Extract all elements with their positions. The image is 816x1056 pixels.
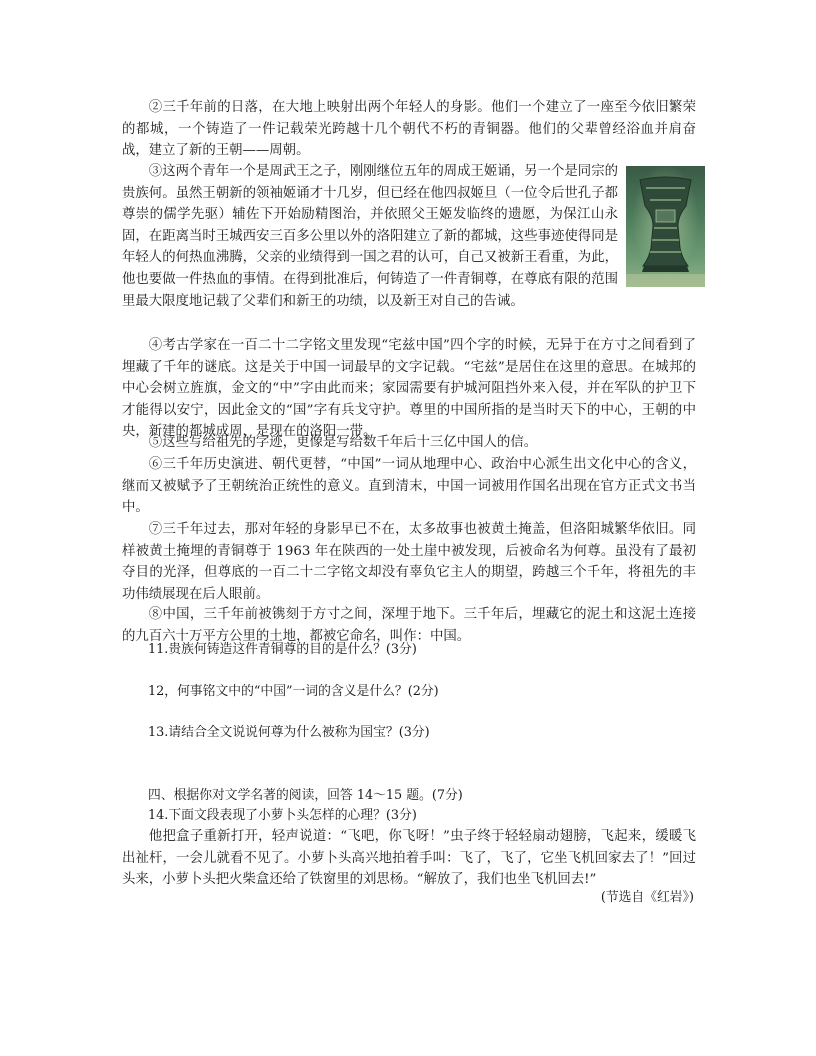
- question-11: 11.贵族何铸造这件青铜尊的目的是什么？(3分): [148, 642, 417, 657]
- paragraph-4: ④考古学家在一百二十二字铭文里发现“宅兹中国”四个字的时候，无异于在方寸之间看到了埋藏了千年的谜底。这是关于中国一词最早的文字记载。“宅兹”是居住在这里的意思。在城邦的中心会树立旌旗，金文的“中”字由此而来；家园需要有护城河阻挡外来入侵，并在军队的护卫下才能得以安宁，因此金文的“国”字有兵戈守护。尊里的中国所指的是当时天下的中心，王朝的中央，新建的都城成周，是现在的洛阳一带。: [122, 338, 696, 440]
- excerpt-credit: (节选自《红岩》): [600, 890, 694, 905]
- question-14: 14.下面文段表现了小萝卜头怎样的心理？(3分): [148, 808, 417, 823]
- question-13: 13.请结合全文说说何尊为什么被称为国宝？(3分): [148, 725, 430, 740]
- paragraph-6: ⑥三千年历史演进、朝代更替，“中国”一词从地理中心、政治中心派生出文化中心的含义，继而又被赋予了王朝统治正统性的意义。直到清末，中国一词被用作国名出现在官方正式文书当中。: [122, 457, 696, 516]
- paragraph-5: ⑤这些写给祖先的字迹，更像是写给数千年后十三亿中国人的信。: [148, 435, 538, 450]
- paragraph-8: ⑧中国，三千年前被镌刻于方寸之间，深埋于地下。三千年后，埋藏它的泥土和这泥土连接的九百六十万平方公里的土地，都被它命名，叫作：中国。: [122, 607, 696, 644]
- bronze-vessel-icon: [626, 166, 705, 287]
- paragraph-2: ②三千年前的日落，在大地上映射出两个年轻人的身影。他们一个建立了一座至今依旧繁荣的都城，一个铸造了一件记载荣光跨越十几个朝代不朽的青铜器。他们的父辈曾经浴血并肩奋战，建立了新的王朝——周朝。: [122, 100, 696, 159]
- red-rock-excerpt: 他把盒子重新打开，轻声说道：“飞吧，你飞呀！”虫子终于轻轻扇动翅膀，飞起来，缓暖飞出祉杆，一会儿就看不见了。小萝卜头高兴地拍着手叫：飞了，飞了，它坐飞机回家去了！”回过头来，小萝卜头把火柴盒还给了铁窗里的刘思杨。“解放了，我们也坐飞机回去!”: [122, 829, 696, 888]
- paragraph-3: ③这两个青年一个是周武王之子，刚刚继位五年的周成王姬诵，另一个是同宗的贵族何。虽然王朝新的领袖姬诵才十几岁，但已经在他四叔姬旦（一位令后世孔子都尊崇的儒学先驱）辅佐下开始励精图治，并依照父王姬发临终的遗愿，为保江山永固，在距离当时王城西安三百多公里以外的洛阳建立了新的都城，这些事迹使得同是年轻人的何热血沸腾，父亲的业绩得到一国之君的认可，自己又被新王看重，为此，他也要做一件热血的事情。在得到批准后，何铸造了一件青铜尊，在尊底有限的范围里最大限度地记载了父辈们和新王的功绩，以及新王对自己的告诫。: [122, 164, 618, 309]
- paragraph-7: ⑦三千年过去，那对年轻的身影早已不在，太多故事也被黄土掩盖，但洛阳城繁华依旧。同样被黄土掩埋的青铜尊于 1963 年在陕西的一处土崖中被发现，后被命名为何尊。虽没有了最初夺目的光泽，但尊底的一百二十二字铭文却没有辜负它主人的期望，跨越三个千年，将祖先的丰功伟绩展现在后人眼前。: [122, 522, 696, 602]
- section-4-heading: 四、根据你对文学名著的阅读，回答 14～15 题。(7分): [148, 788, 463, 803]
- he-zun-photo: [626, 166, 705, 287]
- question-12: 12，何事铭文中的“中国”一词的含义是什么？(2分): [148, 684, 439, 699]
